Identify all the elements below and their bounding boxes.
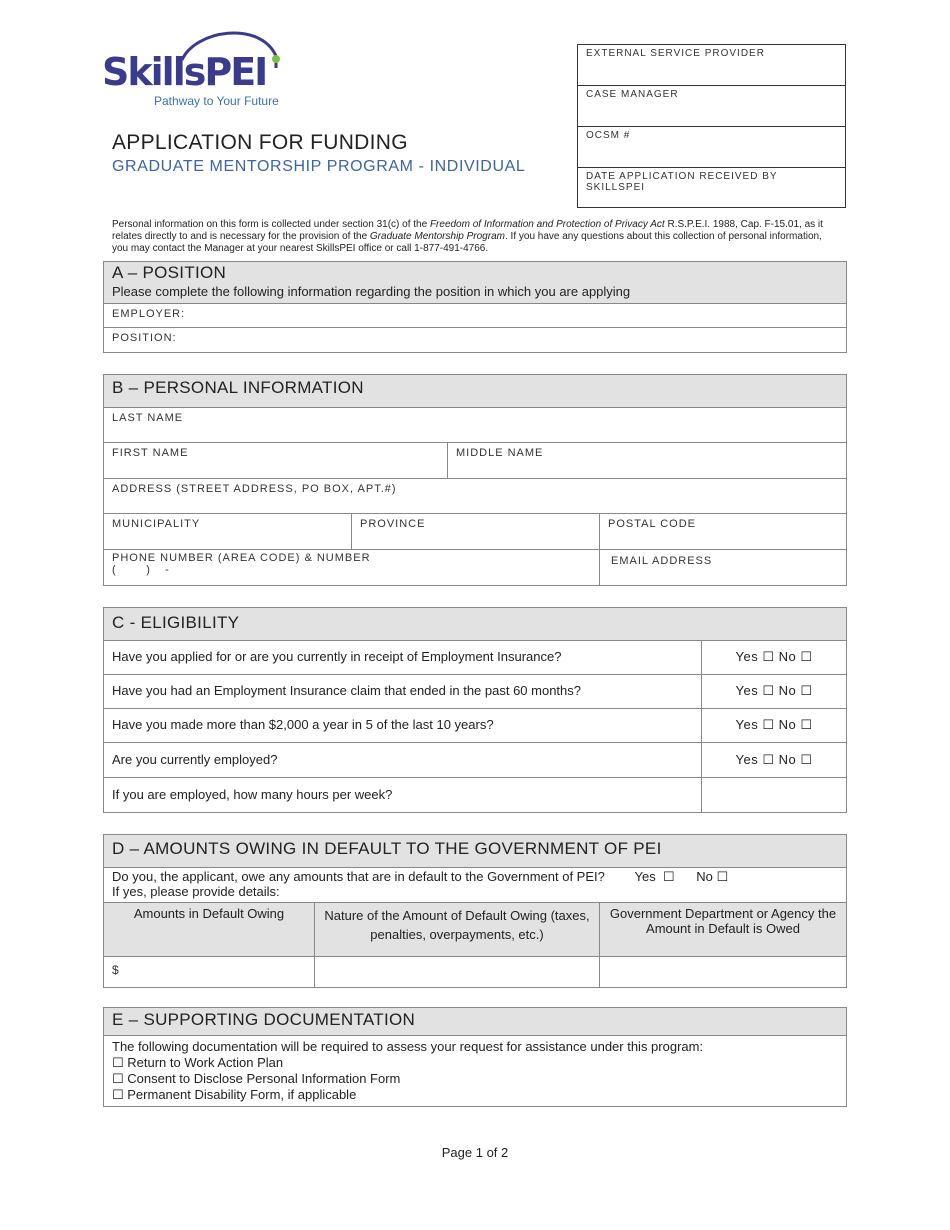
contact-row: [104, 550, 846, 585]
eligibility-row: [104, 743, 846, 778]
hours-per-week-field[interactable]: [702, 778, 846, 812]
yes-no-checkbox[interactable]: Yes ☐ No ☐: [735, 717, 813, 732]
phone-field[interactable]: [104, 550, 600, 585]
page-number: Page 1 of 2: [441, 1145, 509, 1160]
privacy-statement: Personal information on this form is collected under section 31(c) of the Freedom of Information and Protection of Privacy Act R.S.P.E.I. 1988, Cap. F-15.01, as it relates directly to and is necessary for the provision of the Graduate Mentorship Program. If you have any questions about this collection of personal information, you may contact the Manager at your nearest SkillsPEI office or call 1-877-491-4766.: [112, 219, 823, 254]
default-question-line: [112, 869, 838, 884]
col-nature-of-amount: Nature of the Amount of Default Owing (taxes, penalties, overpayments, etc.): [315, 903, 600, 956]
default-table-header: [104, 903, 846, 957]
address-row: [104, 479, 846, 514]
documentation-intro: The following documentation will be required to assess your request for assistance under this program:: [112, 1039, 704, 1054]
section-d-amounts-owing: [103, 834, 847, 988]
address-field[interactable]: ADDRESS (STREET ADDRESS, PO BOX, APT.#): [112, 483, 397, 495]
first-name-field[interactable]: FIRST NAME: [104, 443, 448, 478]
logo-tagline: Pathway to Your Future: [154, 94, 279, 108]
section-a-title: A – POSITION: [112, 263, 227, 282]
government-department-field[interactable]: [600, 957, 846, 987]
documentation-list: [104, 1036, 846, 1106]
page-title: APPLICATION FOR FUNDING: [112, 131, 408, 154]
section-b-title: B – PERSONAL INFORMATION: [112, 378, 364, 397]
eligibility-question: If you are employed, how many hours per week?: [104, 778, 702, 812]
amount-owing-field[interactable]: $: [104, 957, 315, 987]
skillspei-logo: [100, 22, 300, 112]
office-field-ocsm[interactable]: OCSM #: [578, 127, 845, 168]
section-a-header: [104, 262, 846, 304]
name-row: [104, 443, 846, 479]
section-e-supporting-documentation: [103, 1007, 847, 1107]
last-name-row: [104, 408, 846, 443]
default-details-prompt: If yes, please provide details:: [112, 884, 280, 899]
doc-item-return-to-work[interactable]: ☐ Return to Work Action Plan: [112, 1055, 284, 1070]
section-d-title: D – AMOUNTS OWING IN DEFAULT TO THE GOVERNMENT OF PEI: [112, 839, 662, 858]
province-field[interactable]: PROVINCE: [352, 514, 600, 549]
yes-no-checkbox[interactable]: Yes ☐ No ☐: [735, 649, 813, 664]
page-subtitle: GRADUATE MENTORSHIP PROGRAM - INDIVIDUAL: [112, 158, 526, 175]
logo-wordmark: SkillsPEI: [102, 50, 267, 94]
section-c-title: C - ELIGIBILITY: [112, 613, 240, 632]
phone-label: PHONE NUMBER (AREA CODE) & NUMBER: [112, 552, 371, 564]
postal-code-field[interactable]: POSTAL CODE: [608, 518, 697, 530]
section-c-eligibility: [103, 607, 847, 813]
email-field[interactable]: EMAIL ADDRESS: [611, 555, 713, 567]
section-e-header: [104, 1008, 846, 1036]
eligibility-question: Have you had an Employment Insurance claim that ended in the past 60 months?: [104, 675, 702, 708]
eligibility-row: [104, 709, 846, 743]
col-amounts-owing: Amounts in Default Owing: [104, 903, 315, 956]
section-b-header: [104, 375, 846, 408]
employer-field[interactable]: EMPLOYER:: [112, 308, 186, 320]
eligibility-row: [104, 778, 846, 812]
office-field-external-provider[interactable]: EXTERNAL SERVICE PROVIDER: [578, 45, 845, 86]
eligibility-question: Have you applied for or are you currently in receipt of Employment Insurance?: [104, 641, 702, 674]
municipality-field[interactable]: MUNICIPALITY: [104, 514, 352, 549]
default-question-row: [104, 868, 846, 903]
eligibility-question: Are you currently employed?: [104, 743, 702, 777]
default-question: Do you, the applicant, owe any amounts that are in default to the Government of PEI?: [112, 869, 605, 884]
middle-name-field[interactable]: MIDDLE NAME: [456, 447, 544, 459]
section-e-title: E – SUPPORTING DOCUMENTATION: [112, 1010, 416, 1029]
section-c-header: [104, 608, 846, 641]
phone-format: ( ) -: [112, 564, 169, 576]
default-yes-no-checkbox[interactable]: Yes ☐ No ☐: [634, 869, 729, 884]
yes-no-checkbox[interactable]: Yes ☐ No ☐: [735, 683, 813, 698]
section-a-position: [103, 261, 847, 353]
employer-row: [104, 304, 846, 328]
position-field[interactable]: POSITION:: [112, 332, 177, 344]
office-field-case-manager[interactable]: CASE MANAGER: [578, 86, 845, 127]
eligibility-row: [104, 675, 846, 709]
eligibility-question: Have you made more than $2,000 a year in 5 of the last 10 years?: [104, 709, 702, 742]
section-d-header: [104, 835, 846, 868]
nature-of-amount-field[interactable]: [315, 957, 600, 987]
office-field-date-received[interactable]: DATE APPLICATION RECEIVED BY SKILLSPEI: [586, 171, 778, 193]
position-row: [104, 328, 846, 352]
last-name-field[interactable]: LAST NAME: [112, 412, 184, 424]
col-government-department: Government Department or Agency the Amount in Default is Owed: [600, 903, 846, 956]
eligibility-row: [104, 641, 846, 675]
section-a-instruction: Please complete the following information regarding the position in which you are applying: [112, 284, 631, 299]
default-table-row: [104, 957, 846, 987]
section-b-personal-information: [103, 374, 847, 586]
doc-item-disability-form[interactable]: ☐ Permanent Disability Form, if applicable: [112, 1087, 357, 1102]
office-use-box: [577, 44, 846, 208]
doc-item-consent-form[interactable]: ☐ Consent to Disclose Personal Information Form: [112, 1071, 401, 1086]
yes-no-checkbox[interactable]: Yes ☐ No ☐: [735, 752, 813, 767]
location-row: [104, 514, 846, 550]
